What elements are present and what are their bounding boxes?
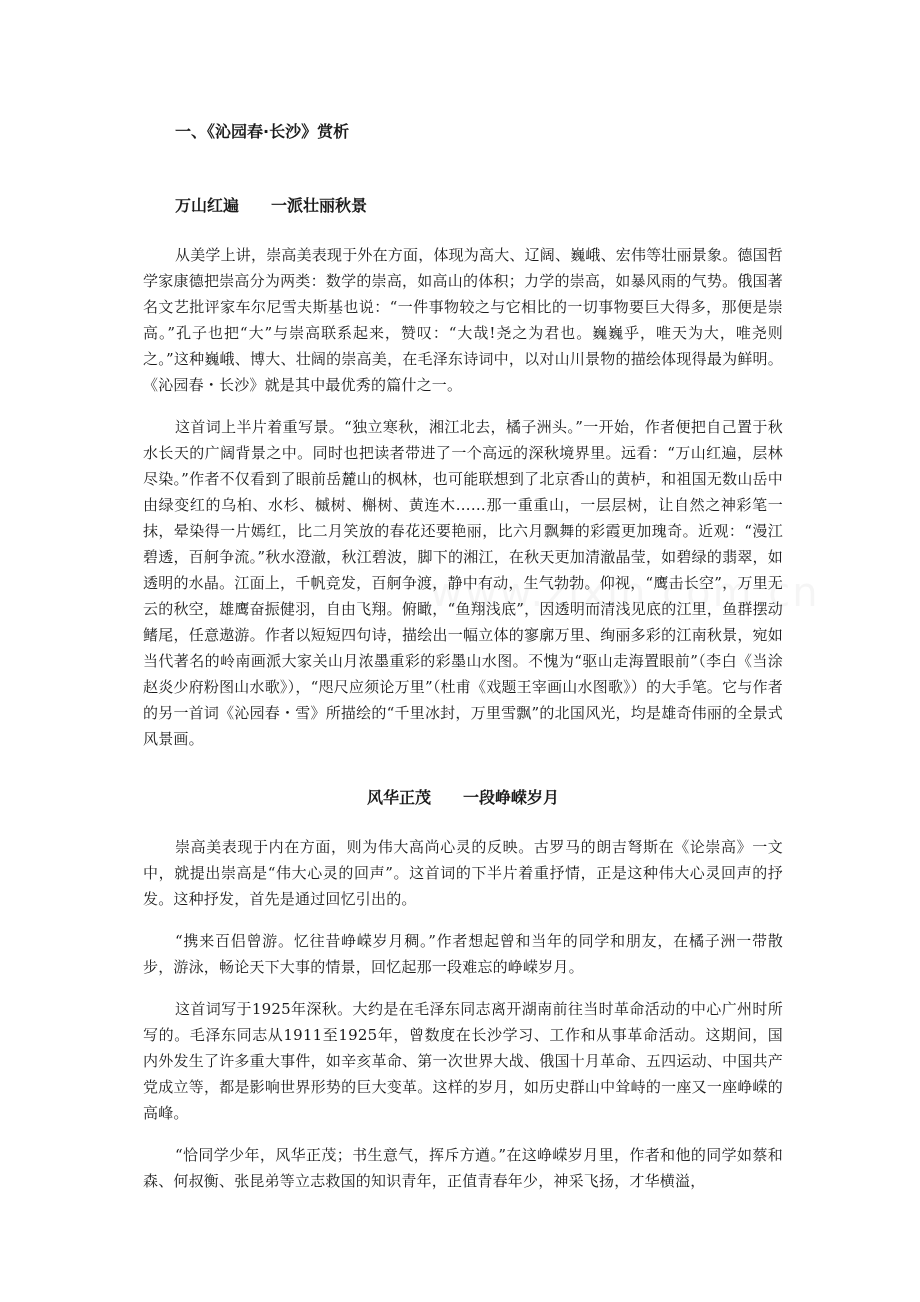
section2-paragraph-1: 崇高美表现于内在方面，则为伟大高尚心灵的反映。古罗马的朗吉弩斯在《论崇高》一文中，就提出崇高是“伟大心灵的回声”。这首词的下半片着重抒情，正是这种伟大心灵回声的抒发。这种抒发，首先是通过回忆引出的。	[143, 838, 783, 908]
section2-heading: 风华正茂 一段峥嵘岁月	[366, 788, 559, 807]
section2-paragraph-4: “恰同学少年，风华正茂；书生意气，挥斥方遒。”在这峥嵘岁月里，作者和他的同学如蔡和森、何叔衡、张昆弟等立志救国的知识青年，正值青春年少，神采飞扬，才华横溢，	[143, 1146, 783, 1190]
document-body	[143, 120, 783, 1194]
section2-paragraph-3: 这首词写于1925年深秋。大约是在毛泽东同志离开湖南前往当时革命活动的中心广州时所写的。毛泽东同志从1911至1925年，曾数度在长沙学习、工作和从事革命活动。这期间，国内外发生了许多重大事件，如辛亥革命、第一次世界大战、俄国十月革命、五四运动、中国共产党成立等，都是影响世界形势的巨大变革。这样的岁月，如历史群山中耸峙的一座又一座峥嵘的高峰。	[143, 1000, 783, 1122]
document-title: 一、《沁园春·长沙》赏析	[175, 122, 350, 141]
section1-paragraph-1: 从美学上讲，崇高美表现于外在方面，体现为高大、辽阔、巍峨、宏伟等壮丽景象。德国哲学家康德把崇高分为两类：数学的崇高，如高山的体积；力学的崇高，如暴风雨的气势。俄国著名文艺批评家车尔尼雪夫斯基也说：“一件事物较之与它相比的一切事物要巨大得多，那便是崇高。”孔子也把“大”与崇高联系起来，赞叹：“大哉!尧之为君也。巍巍乎，唯天为大，唯尧则之。”这种巍峨、博大、壮阔的崇高美，在毛泽东诗词中，以对山川景物的描绘体现得最为鲜明。《沁园春・长沙》就是其中最优秀的篇什之一。	[143, 246, 784, 394]
section1-heading: 万山红遍 一派壮丽秋景	[175, 196, 368, 215]
section2-paragraph-2: “携来百侣曾游。忆往昔峥嵘岁月稠。”作者想起曾和当年的同学和朋友，在橘子洲一带散步，游泳，畅论天下大事的情景，回忆起那一段难忘的峥嵘岁月。	[143, 932, 783, 976]
section1-paragraph-2: 这首词上半片着重写景。“独立寒秋，湘江北去，橘子洲头。”一开始，作者便把自己置于秋水长天的广阔背景之中。同时也把读者带进了一个高远的深秋境界里。远看：“万山红遍，层林尽染。”作者不仅看到了眼前岳麓山的枫林，也可能联想到了北京香山的黄栌，和祖国无数山岳中由绿变红的乌桕、水杉、槭树、槲树、黄连木……那一重重山，一层层树，让自然之神彩笔一抹，晕染得一片嫣红，比二月笑放的春花还要艳丽，比六月飘舞的彩霞更加瑰奇。近观：“漫江碧透，百舸争流。”秋水澄澈，秋江碧波，脚下的湘江，在秋天更加清澈晶莹，如碧绿的翡翠，如透明的水晶。江面上，千帆竞发，百舸争渡，静中有动，生气勃勃。仰视，“鹰击长空”，万里无云的秋空，雄鹰奋振健羽，自由飞翔。俯瞰，“鱼翔浅底”，因透明而清浅见底的江里，鱼群摆动鳍尾，任意遨游。作者以短短四句诗，描绘出一幅立体的寥廓万里、绚丽多彩的江南秋景，宛如当代著名的岭南画派大家关山月浓墨重彩的彩墨山水图。不愧为“驱山走海置眼前”（李白《当涂赵炎少府粉图山水歌》），“咫尺应须论万里”（杜甫《戏题王宰画山水图歌》）的大手笔。它与作者的另一首词《沁园春・雪》所描绘的“千里冰封，万里雪飘”的北国风光，均是雄奇伟丽的全景式风景画。	[143, 418, 783, 748]
